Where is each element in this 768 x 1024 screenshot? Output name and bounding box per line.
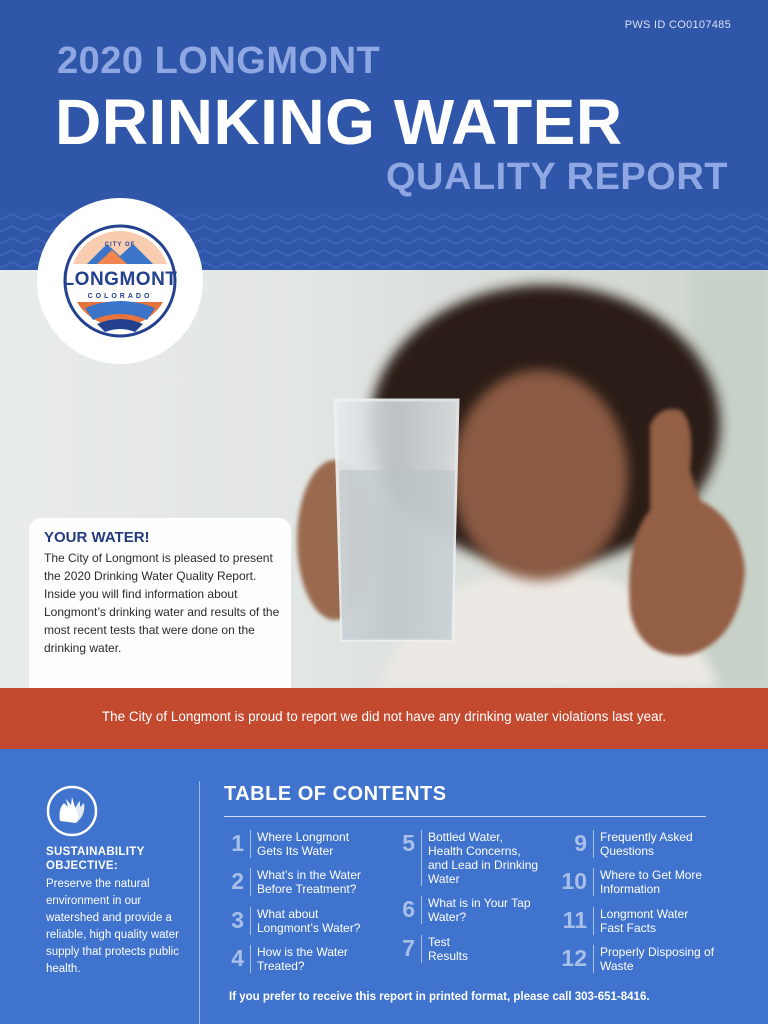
your-water-title: YOUR WATER! bbox=[44, 529, 150, 546]
toc-label: Where Longmont Gets Its Water bbox=[257, 830, 350, 858]
toc-bar bbox=[593, 868, 594, 896]
toc-page-number: 4 bbox=[231, 945, 244, 971]
toc-bar bbox=[250, 868, 251, 896]
toc-label: Bottled Water, Health Concerns, and Lead in Drinking Water bbox=[428, 830, 539, 886]
toc-item[interactable] bbox=[226, 868, 385, 896]
print-request-note: If you prefer to receive this report in printed format, please call 303-651-8416. bbox=[229, 991, 650, 1003]
violations-banner-text: The City of Longmont is proud to report we did not have any drinking water violations last year. bbox=[101, 709, 667, 724]
your-water-body: The City of Longmont is pleased to present the 2020 Drinking Water Quality Report. Inside you will find information about Longmont’s drinking water and results of the most recent tests that were done on the drinking water. bbox=[44, 551, 280, 655]
toc-label: Test Results bbox=[428, 935, 469, 963]
sustainability-body: Preserve the natural environment in our watershed and provide a reliable, high quality water supply that protects public health. bbox=[46, 878, 179, 975]
violations-banner bbox=[0, 688, 768, 749]
page-title: DRINKING WATER bbox=[55, 86, 623, 158]
logo-state: COLORADO bbox=[87, 293, 153, 300]
toc-bar bbox=[421, 935, 422, 963]
toc-bar bbox=[250, 830, 251, 858]
toc-page-number: 12 bbox=[561, 945, 587, 971]
toc-page-number: 6 bbox=[402, 896, 415, 922]
toc-label: Frequently Asked Questions bbox=[600, 830, 693, 858]
your-water-card bbox=[29, 518, 291, 688]
toc-title: TABLE OF CONTENTS bbox=[224, 783, 447, 805]
logo-city-of: CITY OF bbox=[104, 242, 136, 248]
sustainability-hands-icon bbox=[46, 785, 98, 837]
toc-item[interactable] bbox=[559, 830, 720, 858]
toc-page-number: 11 bbox=[562, 907, 587, 933]
title-sub: QUALITY REPORT bbox=[386, 156, 728, 198]
toc-page-number: 7 bbox=[402, 935, 415, 961]
toc-item[interactable] bbox=[226, 907, 381, 935]
toc-label: What’s in the Water Before Treatment? bbox=[257, 868, 362, 896]
toc-item[interactable] bbox=[559, 907, 710, 935]
sustainability-title: SUSTAINABILITY OBJECTIVE: bbox=[46, 846, 145, 872]
toc-page-number: 10 bbox=[561, 868, 587, 894]
toc-bar bbox=[593, 945, 594, 973]
toc-label: What is in Your Tap Water? bbox=[428, 896, 531, 924]
toc-item[interactable] bbox=[397, 935, 488, 963]
city-logo bbox=[37, 198, 203, 364]
vertical-divider bbox=[199, 781, 200, 1024]
toc-item[interactable] bbox=[559, 868, 730, 896]
toc-page-number: 2 bbox=[231, 868, 244, 894]
toc-item[interactable] bbox=[226, 945, 375, 973]
toc-label: Properly Disposing of Waste bbox=[600, 945, 715, 973]
pws-id: PWS ID CO0107485 bbox=[624, 19, 731, 31]
toc-page-number: 3 bbox=[231, 907, 244, 933]
toc-item[interactable] bbox=[226, 830, 375, 858]
toc-page-number: 9 bbox=[574, 830, 587, 856]
toc-item[interactable] bbox=[397, 896, 532, 924]
title-year: 2020 LONGMONT bbox=[57, 40, 381, 82]
toc-page-number: 1 bbox=[231, 830, 244, 856]
logo-name: LONGMONT bbox=[62, 269, 178, 290]
toc-bar bbox=[250, 945, 251, 973]
toc-page-number: 5 bbox=[402, 830, 415, 856]
toc-label: Longmont Water Fast Facts bbox=[600, 907, 689, 935]
toc-label: Where to Get More Information bbox=[600, 868, 703, 896]
toc-item[interactable] bbox=[559, 945, 740, 973]
toc-label: What about Longmont’s Water? bbox=[257, 907, 361, 935]
toc-label: How is the Water Treated? bbox=[257, 945, 348, 973]
toc-bar bbox=[250, 907, 251, 935]
toc-bar bbox=[593, 830, 594, 858]
toc-item[interactable] bbox=[397, 830, 540, 886]
toc-bar bbox=[421, 830, 422, 886]
toc-bar bbox=[593, 907, 594, 935]
toc-divider bbox=[224, 816, 706, 817]
toc-bar bbox=[421, 896, 422, 924]
